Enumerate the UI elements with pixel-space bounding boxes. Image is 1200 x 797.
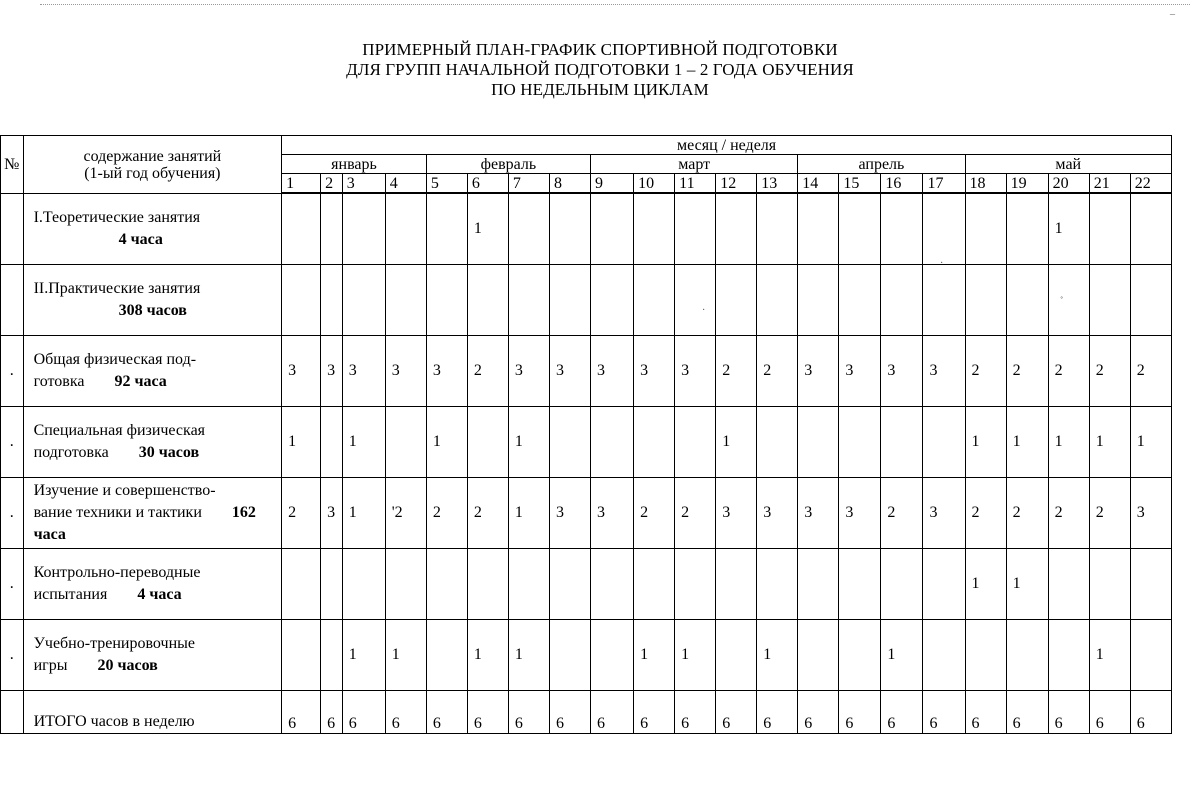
- value-cell: 3: [634, 336, 675, 407]
- total-value-cell: 6: [1089, 691, 1130, 734]
- schedule-table: [0, 135, 1172, 734]
- row-content: [23, 620, 282, 691]
- value-cell: [839, 620, 881, 691]
- row-label-text: подготовка: [33, 444, 109, 461]
- total-value-cell: 6: [839, 691, 881, 734]
- header-row-month-week: [1, 136, 1172, 155]
- content-header: [23, 136, 282, 194]
- value-cell: 3: [342, 336, 385, 407]
- value-cell: [716, 265, 757, 336]
- title-line-1: ПРИМЕРНЫЙ ПЛАН-ГРАФИК СПОРТИВНОЙ ПОДГОТОВКИ: [362, 40, 838, 59]
- total-value-cell: 6: [1048, 691, 1089, 734]
- value-cell: [881, 407, 923, 478]
- value-cell: [321, 407, 343, 478]
- value-cell: 1: [1006, 549, 1048, 620]
- value-cell: 1: [1048, 407, 1089, 478]
- value-cell: [839, 265, 881, 336]
- scan-speck: ·: [702, 305, 706, 316]
- value-cell: 1: [1130, 407, 1171, 478]
- row-label-line-2: [34, 502, 282, 546]
- value-cell: [1006, 620, 1048, 691]
- value-cell: 2: [675, 478, 716, 549]
- total-value-cell: 6: [385, 691, 426, 734]
- value-cell: 3: [675, 336, 716, 407]
- value-cell: 1: [716, 407, 757, 478]
- value-cell: 3: [282, 336, 321, 407]
- week-header: 19: [1006, 174, 1048, 193]
- value-cell: 1: [342, 620, 385, 691]
- value-cell: 3: [385, 336, 426, 407]
- value-cell: [634, 407, 675, 478]
- value-cell: 1: [467, 620, 508, 691]
- value-cell: 1: [342, 407, 385, 478]
- value-cell: [591, 620, 634, 691]
- value-cell: [839, 549, 881, 620]
- row-label-line-1: Общая физическая под-: [33, 351, 197, 368]
- row-hours: 30 часов: [138, 444, 200, 461]
- value-cell: [634, 265, 675, 336]
- value-cell: 3: [798, 478, 839, 549]
- value-cell: 1: [965, 407, 1006, 478]
- row-label-line-1: Контрольно-переводные: [33, 564, 201, 581]
- value-cell: [716, 549, 757, 620]
- scan-speck: ˚: [1060, 296, 1064, 307]
- value-cell: 1: [1089, 407, 1130, 478]
- value-cell: [467, 265, 508, 336]
- value-cell: [675, 194, 716, 265]
- total-value-cell: 6: [634, 691, 675, 734]
- total-value-cell: 6: [716, 691, 757, 734]
- row-label-text: готовка: [33, 373, 85, 390]
- week-header: 11: [675, 174, 716, 193]
- value-cell: [757, 549, 798, 620]
- value-cell: [426, 549, 467, 620]
- total-label: ИТОГО часов в неделю: [23, 691, 282, 734]
- value-cell: 3: [839, 336, 881, 407]
- value-cell: [1048, 265, 1089, 336]
- value-cell: 2: [282, 478, 321, 549]
- row-number: [1, 194, 24, 265]
- scan-speck: ¯: [1170, 14, 1175, 25]
- value-cell: 1: [965, 549, 1006, 620]
- value-cell: [426, 194, 467, 265]
- total-value-cell: 6: [798, 691, 839, 734]
- content-header-line-1: содержание занятий: [83, 147, 222, 165]
- value-cell: [839, 194, 881, 265]
- value-cell: 2: [1089, 478, 1130, 549]
- value-cell: 1: [757, 620, 798, 691]
- total-value-cell: 6: [1006, 691, 1048, 734]
- value-cell: [426, 265, 467, 336]
- total-value-cell: 6: [321, 691, 343, 734]
- value-cell: [798, 549, 839, 620]
- value-cell: 3: [591, 336, 634, 407]
- value-cell: 1: [508, 620, 549, 691]
- value-cell: 1: [508, 407, 549, 478]
- value-cell: [881, 549, 923, 620]
- row-hours: 162 часа: [33, 504, 256, 543]
- table-row: [1, 336, 1172, 407]
- value-cell: [675, 549, 716, 620]
- value-cell: 3: [508, 336, 549, 407]
- value-cell: [634, 549, 675, 620]
- value-cell: [881, 194, 923, 265]
- value-cell: [675, 265, 716, 336]
- month-header: март: [591, 155, 798, 174]
- value-cell: [385, 194, 426, 265]
- value-cell: [798, 620, 839, 691]
- table-row: [1, 549, 1172, 620]
- value-cell: [591, 265, 634, 336]
- value-cell: 1: [1089, 620, 1130, 691]
- value-cell: 1: [467, 194, 508, 265]
- week-header: 6: [467, 174, 508, 193]
- value-cell: [342, 549, 385, 620]
- value-cell: 2: [467, 478, 508, 549]
- value-cell: [923, 620, 965, 691]
- total-row: [1, 691, 1172, 734]
- value-cell: [342, 265, 385, 336]
- value-cell: [757, 407, 798, 478]
- value-cell: [1048, 620, 1089, 691]
- value-cell: 3: [923, 336, 965, 407]
- row-content: [23, 478, 282, 549]
- value-cell: [508, 549, 549, 620]
- month-header: апрель: [798, 155, 965, 174]
- row-label-line-2: [34, 442, 282, 464]
- value-cell: 2: [881, 478, 923, 549]
- row-hours: 92 часа: [114, 373, 167, 390]
- value-cell: 2: [716, 336, 757, 407]
- value-cell: [321, 194, 343, 265]
- row-label-line-1: Учебно-тренировочные: [33, 635, 195, 652]
- top-scan-line: [40, 4, 1190, 5]
- total-value-cell: 6: [426, 691, 467, 734]
- value-cell: [923, 265, 965, 336]
- value-cell: [385, 407, 426, 478]
- value-cell: 3: [757, 478, 798, 549]
- value-cell: 1: [634, 620, 675, 691]
- total-value-cell: 6: [1130, 691, 1171, 734]
- value-cell: [757, 265, 798, 336]
- week-header: 20: [1048, 174, 1089, 193]
- month-header: май: [965, 155, 1171, 174]
- week-header: 13: [757, 174, 798, 193]
- month-header: февраль: [426, 155, 590, 174]
- total-value-cell: 6: [757, 691, 798, 734]
- value-cell: 1: [675, 620, 716, 691]
- value-cell: 3: [549, 478, 590, 549]
- page-title: [0, 40, 1200, 100]
- value-cell: [549, 407, 590, 478]
- value-cell: [321, 549, 343, 620]
- row-label-line-2: [34, 584, 282, 606]
- value-cell: [839, 407, 881, 478]
- row-hours: 4 часа: [118, 231, 163, 248]
- value-cell: [467, 549, 508, 620]
- value-cell: [549, 620, 590, 691]
- value-cell: [385, 265, 426, 336]
- value-cell: [1089, 549, 1130, 620]
- row-content: [23, 549, 282, 620]
- value-cell: [1048, 549, 1089, 620]
- value-cell: 1: [426, 407, 467, 478]
- week-header: 17: [923, 174, 965, 193]
- value-cell: 2: [1006, 478, 1048, 549]
- value-cell: [342, 194, 385, 265]
- value-cell: 1: [1048, 194, 1089, 265]
- value-cell: [508, 194, 549, 265]
- value-cell: [321, 265, 343, 336]
- value-cell: 2: [1130, 336, 1171, 407]
- value-cell: [467, 407, 508, 478]
- table-row: [1, 620, 1172, 691]
- value-cell: [965, 265, 1006, 336]
- row-label-text: игры: [33, 657, 68, 674]
- value-cell: [634, 194, 675, 265]
- scan-speck: ·: [940, 258, 944, 269]
- num-header: №: [1, 136, 24, 194]
- row-hours: 4 часа: [137, 586, 182, 603]
- value-cell: [923, 194, 965, 265]
- value-cell: [321, 620, 343, 691]
- value-cell: [798, 194, 839, 265]
- value-cell: [508, 265, 549, 336]
- value-cell: [675, 407, 716, 478]
- value-cell: [923, 549, 965, 620]
- value-cell: [1006, 265, 1048, 336]
- value-cell: [549, 549, 590, 620]
- value-cell: 2: [1048, 336, 1089, 407]
- value-cell: 1: [282, 407, 321, 478]
- table-row: [1, 265, 1172, 336]
- row-content: [23, 336, 282, 407]
- value-cell: 2: [1048, 478, 1089, 549]
- value-cell: [591, 194, 634, 265]
- value-cell: 3: [1130, 478, 1171, 549]
- week-header: 5: [426, 174, 467, 193]
- value-cell: '2: [385, 478, 426, 549]
- row-number: .: [1, 549, 24, 620]
- total-value-cell: 6: [923, 691, 965, 734]
- value-cell: 1: [1006, 407, 1048, 478]
- value-cell: [798, 265, 839, 336]
- row-content: [23, 265, 282, 336]
- total-value-cell: 6: [881, 691, 923, 734]
- row-label-line-2: [34, 300, 282, 322]
- title-line-2: ДЛЯ ГРУПП НАЧАЛЬНОЙ ПОДГОТОВКИ 1 – 2 ГОДА ОБУЧЕНИЯ: [346, 60, 854, 79]
- value-cell: [282, 549, 321, 620]
- value-cell: [282, 194, 321, 265]
- value-cell: 3: [549, 336, 590, 407]
- value-cell: [1006, 194, 1048, 265]
- value-cell: 3: [839, 478, 881, 549]
- row-label-line-1: Специальная физическая: [33, 422, 206, 439]
- value-cell: 1: [385, 620, 426, 691]
- week-header: 1: [282, 174, 321, 193]
- month-week-header: месяц / неделя: [282, 136, 1172, 155]
- week-header: 14: [798, 174, 839, 193]
- value-cell: [1130, 549, 1171, 620]
- value-cell: [965, 194, 1006, 265]
- week-header: 22: [1130, 174, 1171, 193]
- row-label-line-2: [34, 229, 282, 251]
- total-value-cell: 6: [965, 691, 1006, 734]
- week-header: 2: [321, 174, 343, 193]
- row-label-line-1: II.Практические занятия: [33, 280, 201, 297]
- row-label-text: испытания: [33, 586, 108, 603]
- value-cell: 1: [508, 478, 549, 549]
- value-cell: [757, 194, 798, 265]
- value-cell: 3: [426, 336, 467, 407]
- value-cell: 3: [923, 478, 965, 549]
- value-cell: 2: [1089, 336, 1130, 407]
- row-label-line-1: I.Теоретические занятия: [33, 209, 201, 226]
- value-cell: 2: [1006, 336, 1048, 407]
- week-header: 10: [634, 174, 675, 193]
- total-value-cell: 6: [467, 691, 508, 734]
- value-cell: [549, 265, 590, 336]
- value-cell: 2: [757, 336, 798, 407]
- value-cell: 1: [881, 620, 923, 691]
- value-cell: [923, 407, 965, 478]
- value-cell: [1089, 194, 1130, 265]
- value-cell: 3: [881, 336, 923, 407]
- value-cell: [798, 407, 839, 478]
- value-cell: 3: [591, 478, 634, 549]
- row-label-line-2: [34, 655, 282, 677]
- week-header: 15: [839, 174, 881, 193]
- month-header: январь: [282, 155, 427, 174]
- total-value-cell: 6: [591, 691, 634, 734]
- total-value-cell: 6: [282, 691, 321, 734]
- week-header: 12: [716, 174, 757, 193]
- row-content: [23, 194, 282, 265]
- week-header: 9: [591, 174, 634, 193]
- value-cell: 3: [321, 336, 343, 407]
- value-cell: [1130, 265, 1171, 336]
- value-cell: [591, 407, 634, 478]
- row-label-text: вание техники и тактики: [33, 504, 202, 521]
- row-number: .: [1, 407, 24, 478]
- total-row-number: [1, 691, 24, 734]
- value-cell: 2: [426, 478, 467, 549]
- week-header: 16: [881, 174, 923, 193]
- total-value-cell: 6: [675, 691, 716, 734]
- row-number: [1, 265, 24, 336]
- week-header: 4: [385, 174, 426, 193]
- row-hours: 308 часов: [118, 302, 187, 319]
- week-header: 18: [965, 174, 1006, 193]
- value-cell: [716, 194, 757, 265]
- value-cell: [1130, 620, 1171, 691]
- value-cell: [965, 620, 1006, 691]
- total-value-cell: 6: [549, 691, 590, 734]
- value-cell: [716, 620, 757, 691]
- table-row: [1, 194, 1172, 265]
- value-cell: [426, 620, 467, 691]
- week-header: 8: [549, 174, 590, 193]
- value-cell: 1: [342, 478, 385, 549]
- value-cell: [385, 549, 426, 620]
- week-header: 21: [1089, 174, 1130, 193]
- row-number: .: [1, 336, 24, 407]
- value-cell: [282, 620, 321, 691]
- value-cell: [282, 265, 321, 336]
- row-label-line-2: [34, 371, 282, 393]
- row-number: .: [1, 478, 24, 549]
- title-line-3: ПО НЕДЕЛЬНЫМ ЦИКЛАМ: [491, 80, 709, 99]
- value-cell: 3: [716, 478, 757, 549]
- value-cell: [1130, 194, 1171, 265]
- week-header: 7: [508, 174, 549, 193]
- value-cell: [549, 194, 590, 265]
- value-cell: 2: [965, 478, 1006, 549]
- value-cell: [591, 549, 634, 620]
- row-content: [23, 407, 282, 478]
- row-label-line-1: Изучение и совершенство-: [33, 482, 216, 499]
- content-header-line-2: (1-ый год обучения): [84, 164, 221, 182]
- value-cell: [1089, 265, 1130, 336]
- week-header: 3: [342, 174, 385, 193]
- table-row: [1, 478, 1172, 549]
- value-cell: 2: [965, 336, 1006, 407]
- total-value-cell: 6: [508, 691, 549, 734]
- row-hours: 20 часов: [97, 657, 158, 674]
- value-cell: [881, 265, 923, 336]
- value-cell: 3: [321, 478, 343, 549]
- row-number: .: [1, 620, 24, 691]
- total-value-cell: 6: [342, 691, 385, 734]
- value-cell: 2: [467, 336, 508, 407]
- table-row: [1, 407, 1172, 478]
- value-cell: 2: [634, 478, 675, 549]
- value-cell: 3: [798, 336, 839, 407]
